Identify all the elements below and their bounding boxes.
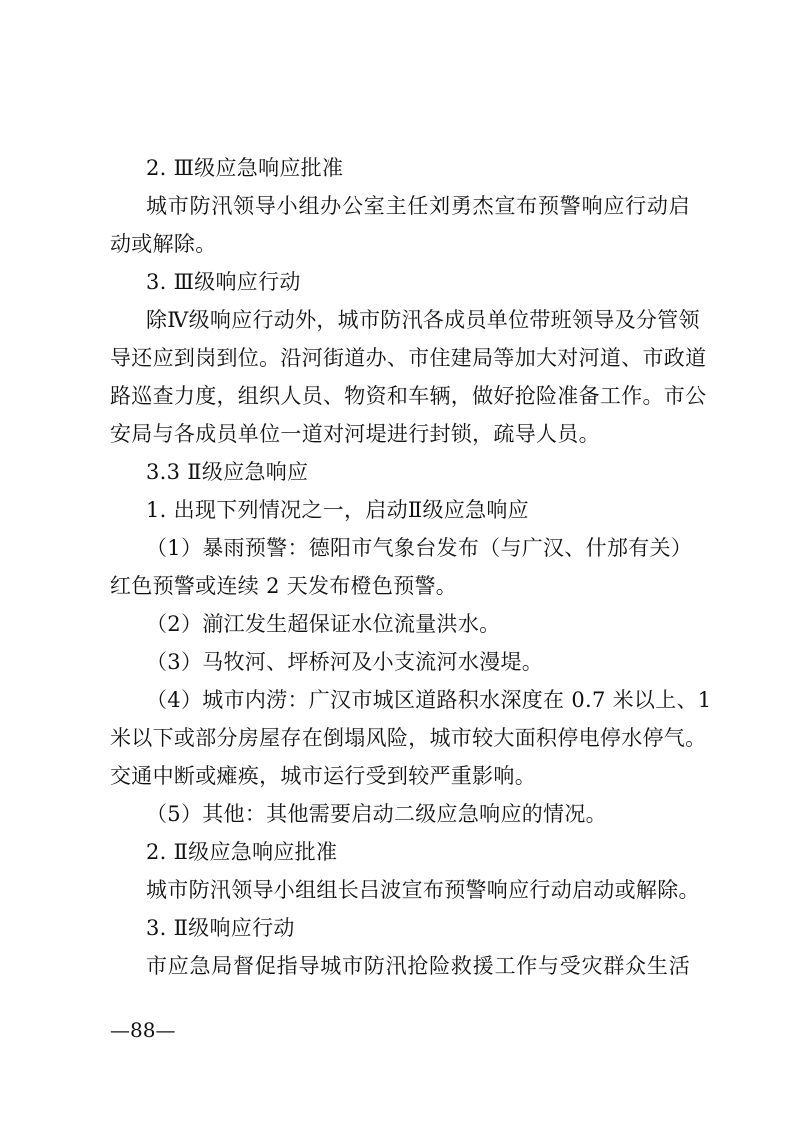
page-number: —88— — [110, 1018, 176, 1042]
paragraph-line: 路巡查力度，组织人员、物资和车辆，做好抢险准备工作。市公 — [110, 384, 707, 408]
paragraph-line: 安局与各成员单位一道对河堤进行封锁，疏导人员。 — [110, 422, 600, 446]
section-heading-3-3: 3.3 Ⅱ级应急响应 — [146, 460, 309, 484]
list-item-4-continued: 米以下或部分房屋存在倒塌风险，城市较大面积停电停水停气。 — [110, 726, 707, 750]
paragraph-line: 市应急局督促指导城市防汛抢险救援工作与受灾群众生活 — [146, 954, 690, 978]
list-item-3: （3）马牧河、坪桥河及小支流河水漫堤。 — [146, 650, 544, 674]
list-item-4-continued: 交通中断或瘫痪，城市运行受到较严重影响。 — [110, 764, 536, 788]
list-item-2: （2）湔江发生超保证水位流量洪水。 — [146, 612, 501, 636]
subheading-level2-approval: 2. Ⅱ级应急响应批准 — [146, 840, 338, 864]
paragraph-line: 城市防汛领导小组办公室主任刘勇杰宣布预警响应行动启 — [146, 194, 690, 218]
subheading-level3-action: 3. Ⅲ级响应行动 — [146, 270, 301, 294]
paragraph-line: 导还应到岗到位。沿河街道办、市住建局等加大对河道、市政道 — [110, 346, 707, 370]
paragraph-line: 城市防汛领导小组组长吕波宣布预警响应行动启动或解除。 — [146, 878, 700, 902]
list-item-1-continued: 红色预警或连续 2 天发布橙色预警。 — [110, 574, 458, 598]
list-item-4: （4）城市内涝：广汉市城区道路积水深度在 0.7 米以上、1 — [146, 688, 712, 712]
paragraph-line: 除Ⅳ级响应行动外，城市防汛各成员单位带班领导及分管领 — [146, 308, 700, 332]
list-item-1: （1）暴雨预警：德阳市气象台发布（与广汉、什邡有关） — [146, 536, 693, 560]
list-item-5: （5）其他：其他需要启动二级应急响应的情况。 — [146, 802, 607, 826]
paragraph-line: 动或解除。 — [110, 232, 217, 256]
subheading-level2-action: 3. Ⅱ级响应行动 — [146, 916, 295, 940]
subheading-trigger-conditions: 1. 出现下列情况之一，启动Ⅱ级应急响应 — [146, 498, 529, 522]
subheading-level3-approval: 2. Ⅲ级应急响应批准 — [146, 156, 344, 180]
